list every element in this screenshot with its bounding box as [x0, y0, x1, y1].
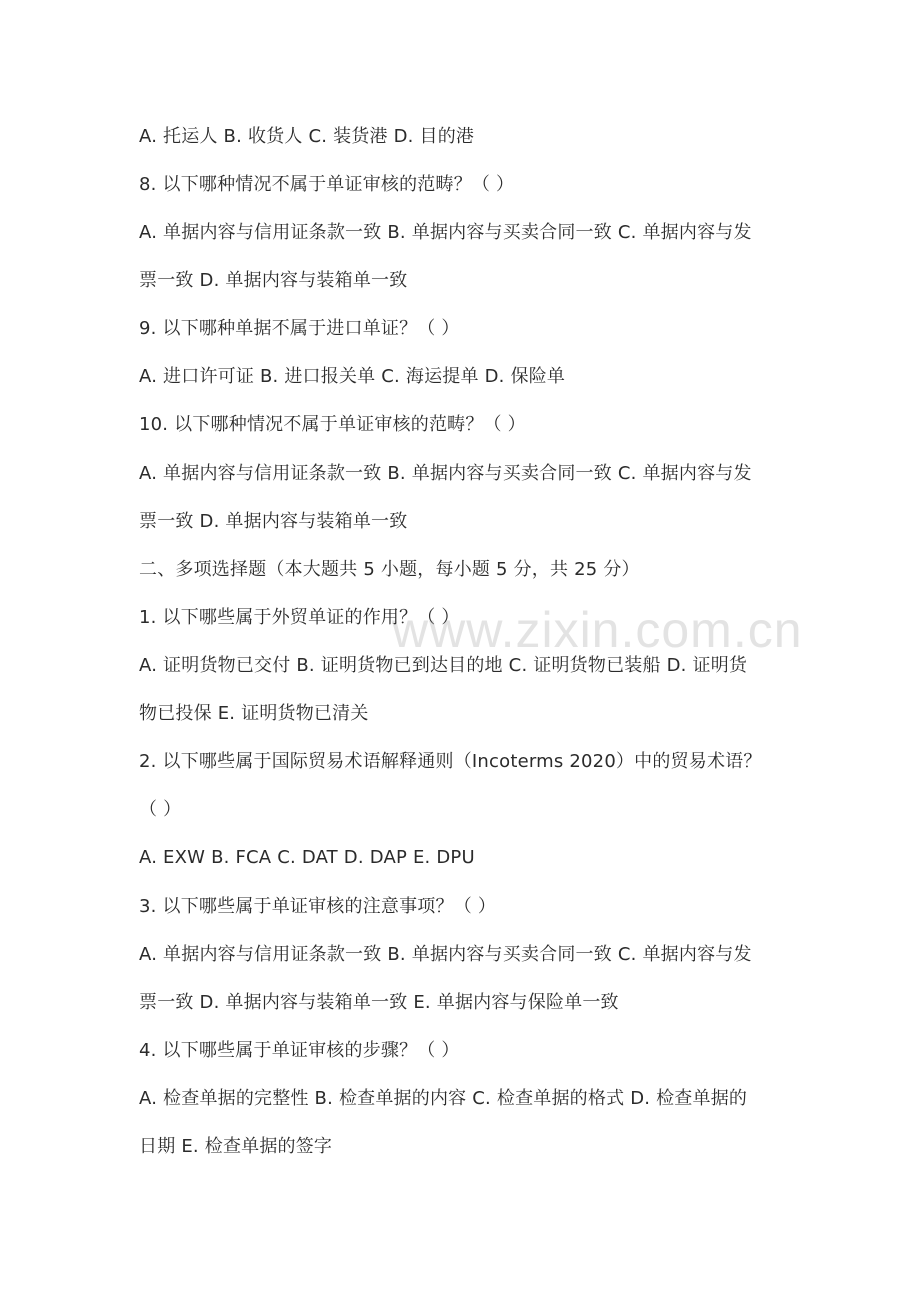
- answer-options-mc1-line-1: A. 证明货物已交付 B. 证明货物已到达目的地 C. 证明货物已装船 D. 证明货: [139, 655, 748, 676]
- section-heading-multiple-choice: 二、多项选择题（本大题共 5 小题，每小题 5 分，共 25 分）: [139, 559, 640, 580]
- answer-options-q9: A. 进口许可证 B. 进口报关单 C. 海运提单 D. 保险单: [139, 366, 566, 387]
- answer-options-q10-line-1: A. 单据内容与信用证条款一致 B. 单据内容与买卖合同一致 C. 单据内容与发: [139, 463, 752, 484]
- question-8: 8. 以下哪种情况不属于单证审核的范畴？（ ）: [139, 174, 515, 195]
- question-10: 10. 以下哪种情况不属于单证审核的范畴？（ ）: [139, 414, 526, 435]
- question-mc-2-line-2: （ ）: [139, 799, 182, 820]
- answer-options-mc1-line-2: 物已投保 E. 证明货物已清关: [139, 703, 369, 724]
- answer-options-mc4-line-2: 日期 E. 检查单据的签字: [139, 1136, 333, 1157]
- answer-options-q8-line-2: 票一致 D. 单据内容与装箱单一致: [139, 270, 408, 291]
- question-mc-3: 3. 以下哪些属于单证审核的注意事项？（ ）: [139, 896, 497, 917]
- question-mc-4: 4. 以下哪些属于单证审核的步骤？（ ）: [139, 1040, 460, 1061]
- answer-options-q8-line-1: A. 单据内容与信用证条款一致 B. 单据内容与买卖合同一致 C. 单据内容与发: [139, 222, 752, 243]
- answer-options-mc3-line-2: 票一致 D. 单据内容与装箱单一致 E. 单据内容与保险单一致: [139, 992, 619, 1013]
- answer-options-mc2: A. EXW B. FCA C. DAT D. DAP E. DPU: [139, 847, 475, 868]
- answer-options-q7: A. 托运人 B. 收货人 C. 装货港 D. 目的港: [139, 126, 475, 147]
- answer-options-q10-line-2: 票一致 D. 单据内容与装箱单一致: [139, 511, 408, 532]
- answer-options-mc4-line-1: A. 检查单据的完整性 B. 检查单据的内容 C. 检查单据的格式 D. 检查单据的: [139, 1088, 748, 1109]
- question-mc-1: 1. 以下哪些属于外贸单证的作用？（ ）: [139, 607, 460, 628]
- question-9: 9. 以下哪种单据不属于进口单证？（ ）: [139, 318, 460, 339]
- answer-options-mc3-line-1: A. 单据内容与信用证条款一致 B. 单据内容与买卖合同一致 C. 单据内容与发: [139, 944, 752, 965]
- watermark: www.zixin.com.cn: [392, 602, 803, 658]
- question-mc-2-line-1: 2. 以下哪些属于国际贸易术语解释通则（Incoterms 2020）中的贸易术语？: [139, 751, 762, 772]
